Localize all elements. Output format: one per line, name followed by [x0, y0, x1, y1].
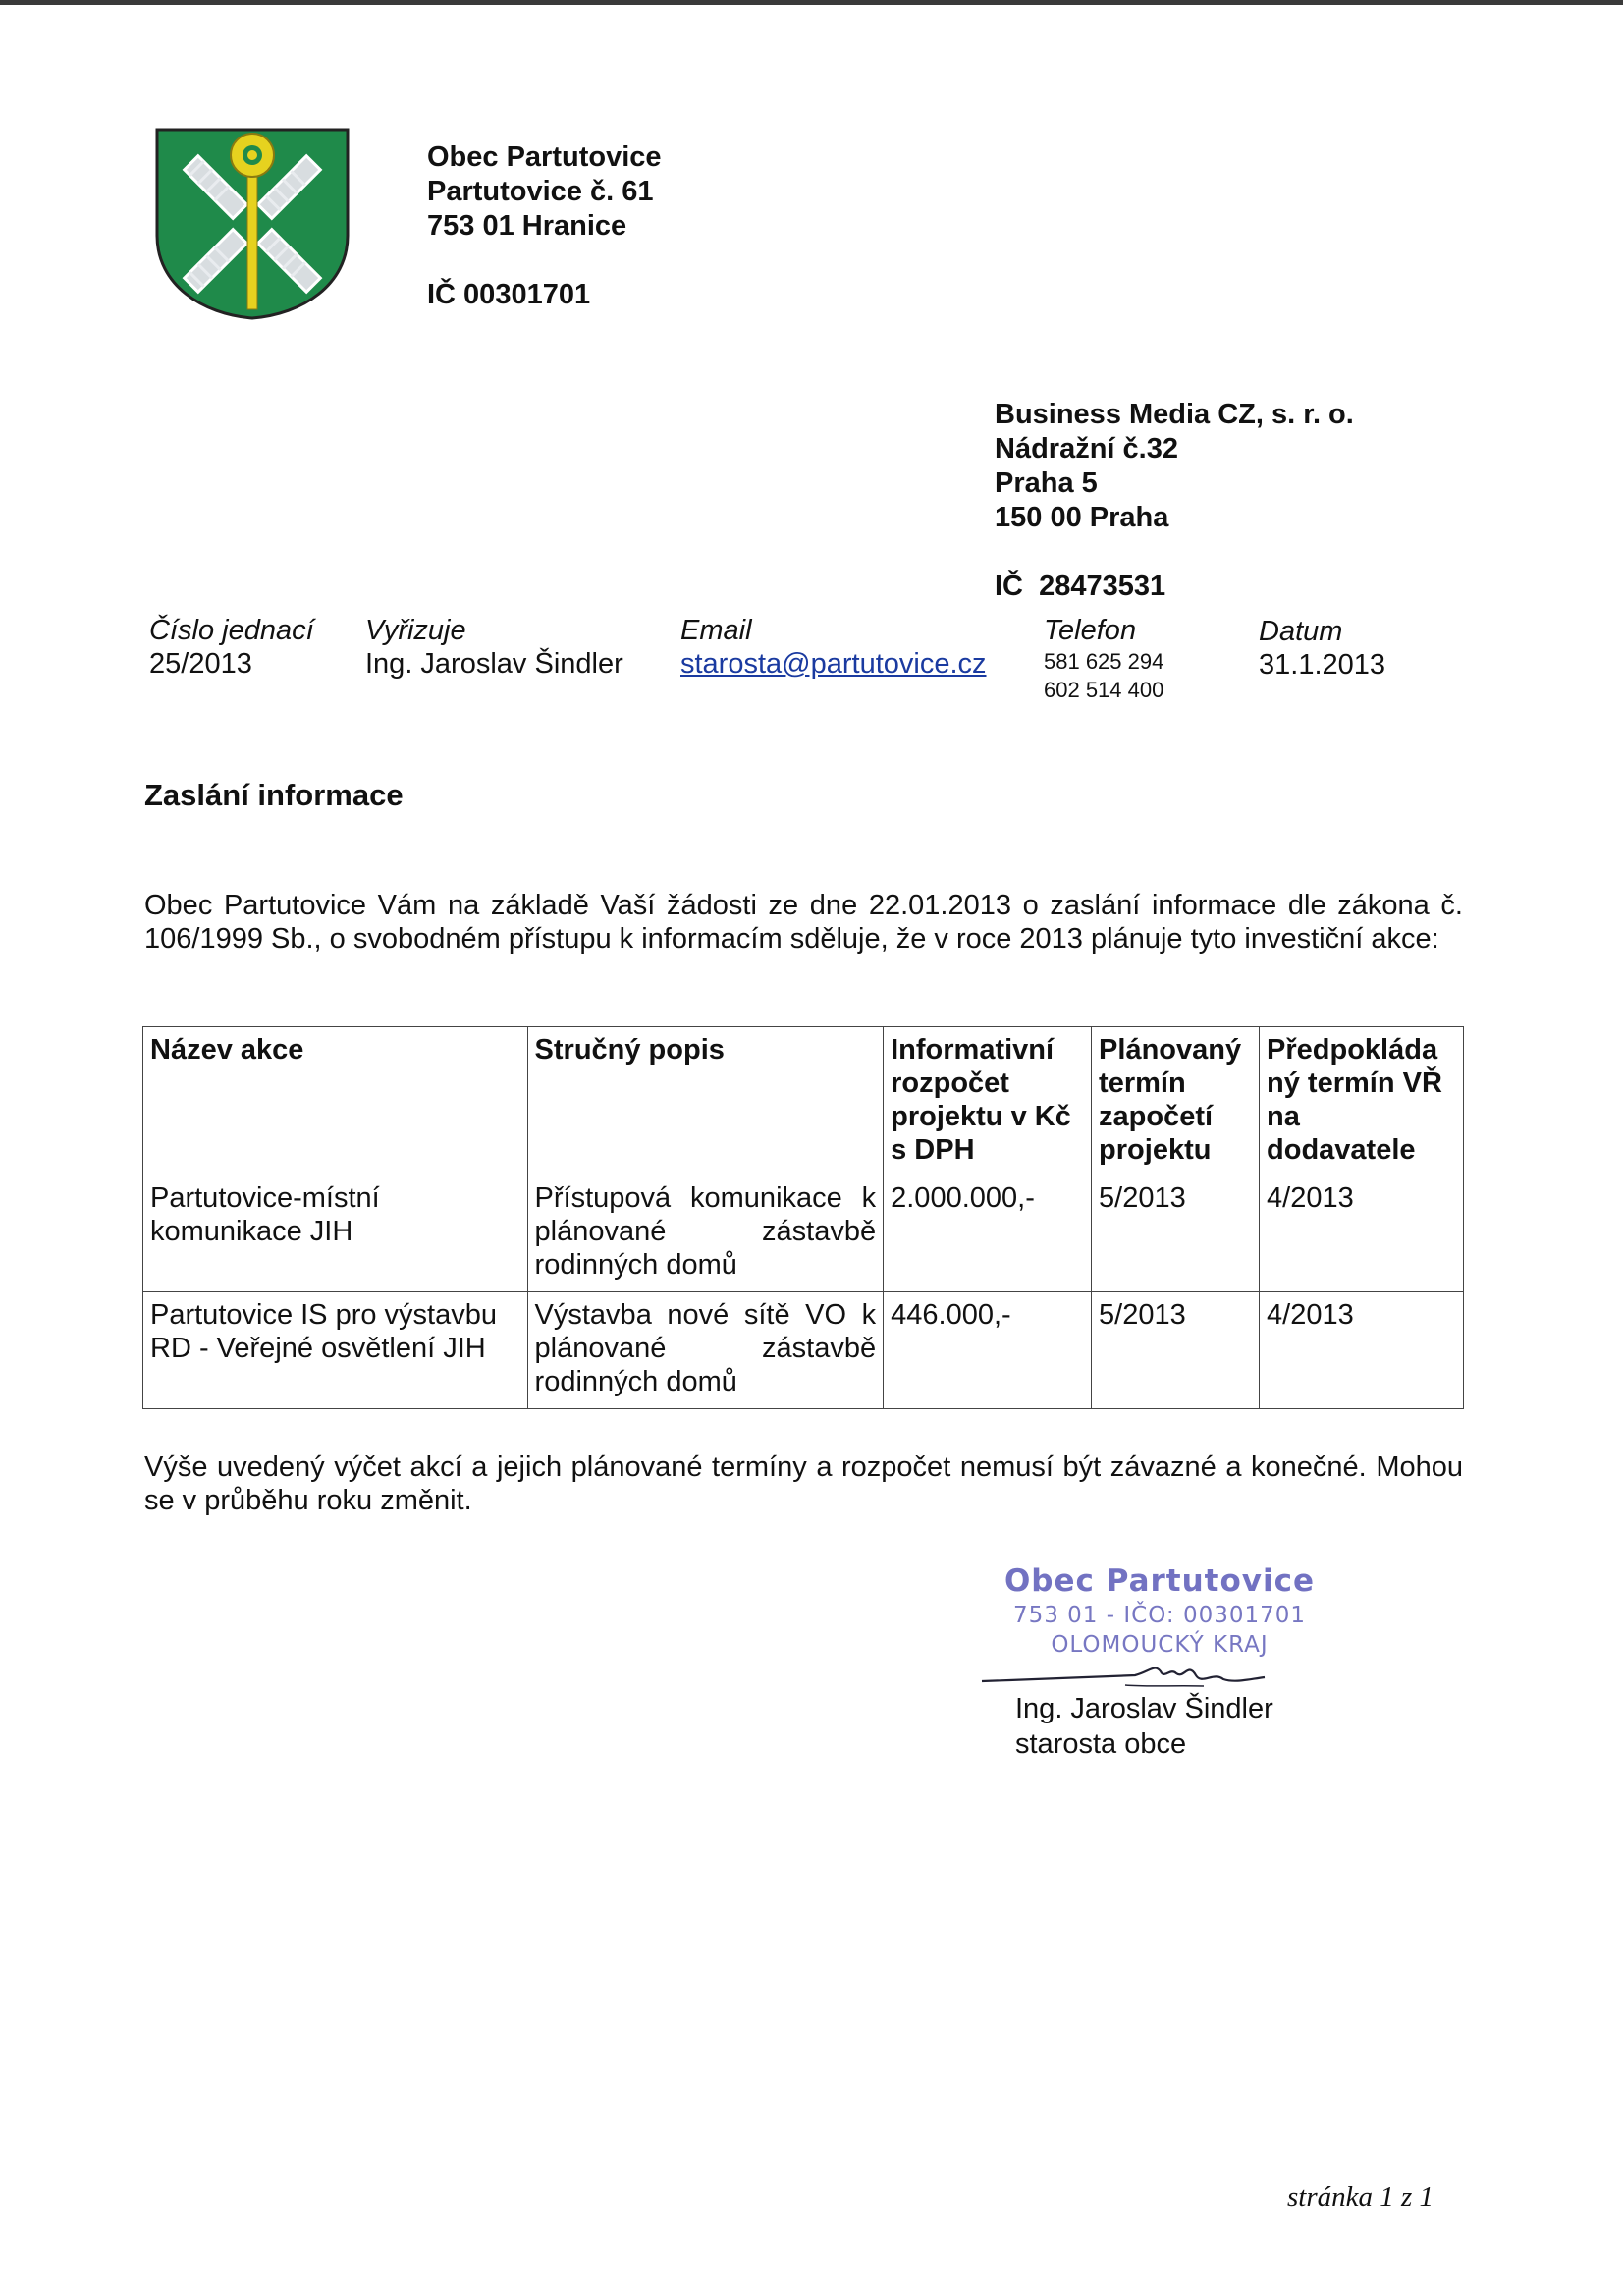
stamp-line-1: Obec Partutovice	[1003, 1563, 1316, 1599]
letter-heading: Zaslání informace	[144, 778, 404, 812]
recipient-district: Praha 5	[995, 467, 1098, 499]
table-cell: Partutovice IS pro výstavbu RD - Veřejné osvětlení JIH	[143, 1292, 528, 1409]
handler-label: Vyřizuje	[365, 615, 466, 646]
coat-of-arms-logo	[155, 128, 350, 320]
table-row	[143, 1292, 1464, 1409]
stamp-line-3: OLOMOUCKÝ KRAJ	[1051, 1632, 1269, 1658]
column-header: Plánovaný termín započetí projektu	[1092, 1027, 1260, 1175]
table-cell: 2.000.000,-	[884, 1175, 1092, 1292]
sender-ic: IČ 00301701	[427, 279, 591, 310]
signer-block	[1015, 1691, 1273, 1762]
meta-reference	[149, 614, 314, 681]
investment-table	[142, 1026, 1464, 1409]
date-value: 31.1.2013	[1259, 649, 1386, 681]
recipient-ic-value: 28473531	[1039, 571, 1166, 602]
table-cell: Přístupová komunikace k plánované zástavbě rodinných domů	[527, 1175, 884, 1292]
table-header-row	[143, 1027, 1464, 1175]
page-number: stránka 1 z 1	[1287, 2181, 1434, 2213]
meta-email	[680, 614, 987, 681]
recipient-city: 150 00 Praha	[995, 502, 1169, 533]
meta-date	[1259, 615, 1385, 682]
phone-label: Telefon	[1044, 615, 1137, 646]
meta-phone	[1044, 614, 1163, 704]
column-header: Informativní rozpočet projektu v Kč s DPH	[884, 1027, 1092, 1175]
recipient-street: Nádražní č.32	[995, 433, 1178, 465]
email-label: Email	[680, 615, 752, 646]
table-cell: 4/2013	[1260, 1292, 1464, 1409]
stamp-line-2: 753 01 - IČO: 00301701	[1012, 1603, 1307, 1628]
table-row	[143, 1175, 1464, 1292]
signer-name: Ing. Jaroslav Šindler	[1015, 1693, 1273, 1724]
table-cell: 4/2013	[1260, 1175, 1464, 1292]
sender-address	[427, 140, 662, 312]
table-cell: Partutovice-místní komunikace JIH	[143, 1175, 528, 1292]
table-cell: Výstavba nové sítě VO k plánované zástavbě rodinných domů	[527, 1292, 884, 1409]
intro-paragraph: Obec Partutovice Vám na základě Vaší žádosti ze dne 22.01.2013 o zaslání informace dle zákona č. 106/1999 Sb., o svobodném přístupu k informacím sděluje, že v roce 2013 plánuje tyto investiční akce:	[144, 890, 1463, 955]
recipient-ic	[995, 570, 1354, 604]
date-label: Datum	[1259, 616, 1343, 647]
sender-city: 753 01 Hranice	[427, 210, 627, 242]
signer-title: starosta obce	[1015, 1728, 1187, 1760]
recipient-name: Business Media CZ, s. r. o.	[995, 399, 1354, 430]
phone-2: 602 514 400	[1044, 678, 1164, 702]
table-cell: 5/2013	[1092, 1175, 1260, 1292]
recipient-address	[995, 398, 1354, 604]
scan-top-border	[0, 0, 1623, 5]
column-header: Předpokláda ný termín VŘ na dodavatele	[1260, 1027, 1464, 1175]
phone-1: 581 625 294	[1044, 649, 1164, 674]
sender-street: Partutovice č. 61	[427, 176, 654, 207]
table-cell: 5/2013	[1092, 1292, 1260, 1409]
email-link[interactable]: starosta@partutovice.cz	[680, 648, 987, 680]
handler-value: Ing. Jaroslav Šindler	[365, 648, 623, 680]
recipient-ic-label: IČ	[995, 571, 1023, 602]
meta-handler	[365, 614, 623, 681]
column-header: Název akce	[143, 1027, 528, 1175]
table-cell: 446.000,-	[884, 1292, 1092, 1409]
official-stamp	[998, 1563, 1322, 1658]
sender-name: Obec Partutovice	[427, 141, 662, 173]
reference-value: 25/2013	[149, 648, 252, 680]
reference-label: Číslo jednací	[149, 615, 314, 646]
closing-paragraph: Výše uvedený výčet akcí a jejich plánované termíny a rozpočet nemusí být závazné a konečné. Mohou se v průběhu roku změnit.	[144, 1451, 1463, 1516]
column-header: Stručný popis	[527, 1027, 884, 1175]
